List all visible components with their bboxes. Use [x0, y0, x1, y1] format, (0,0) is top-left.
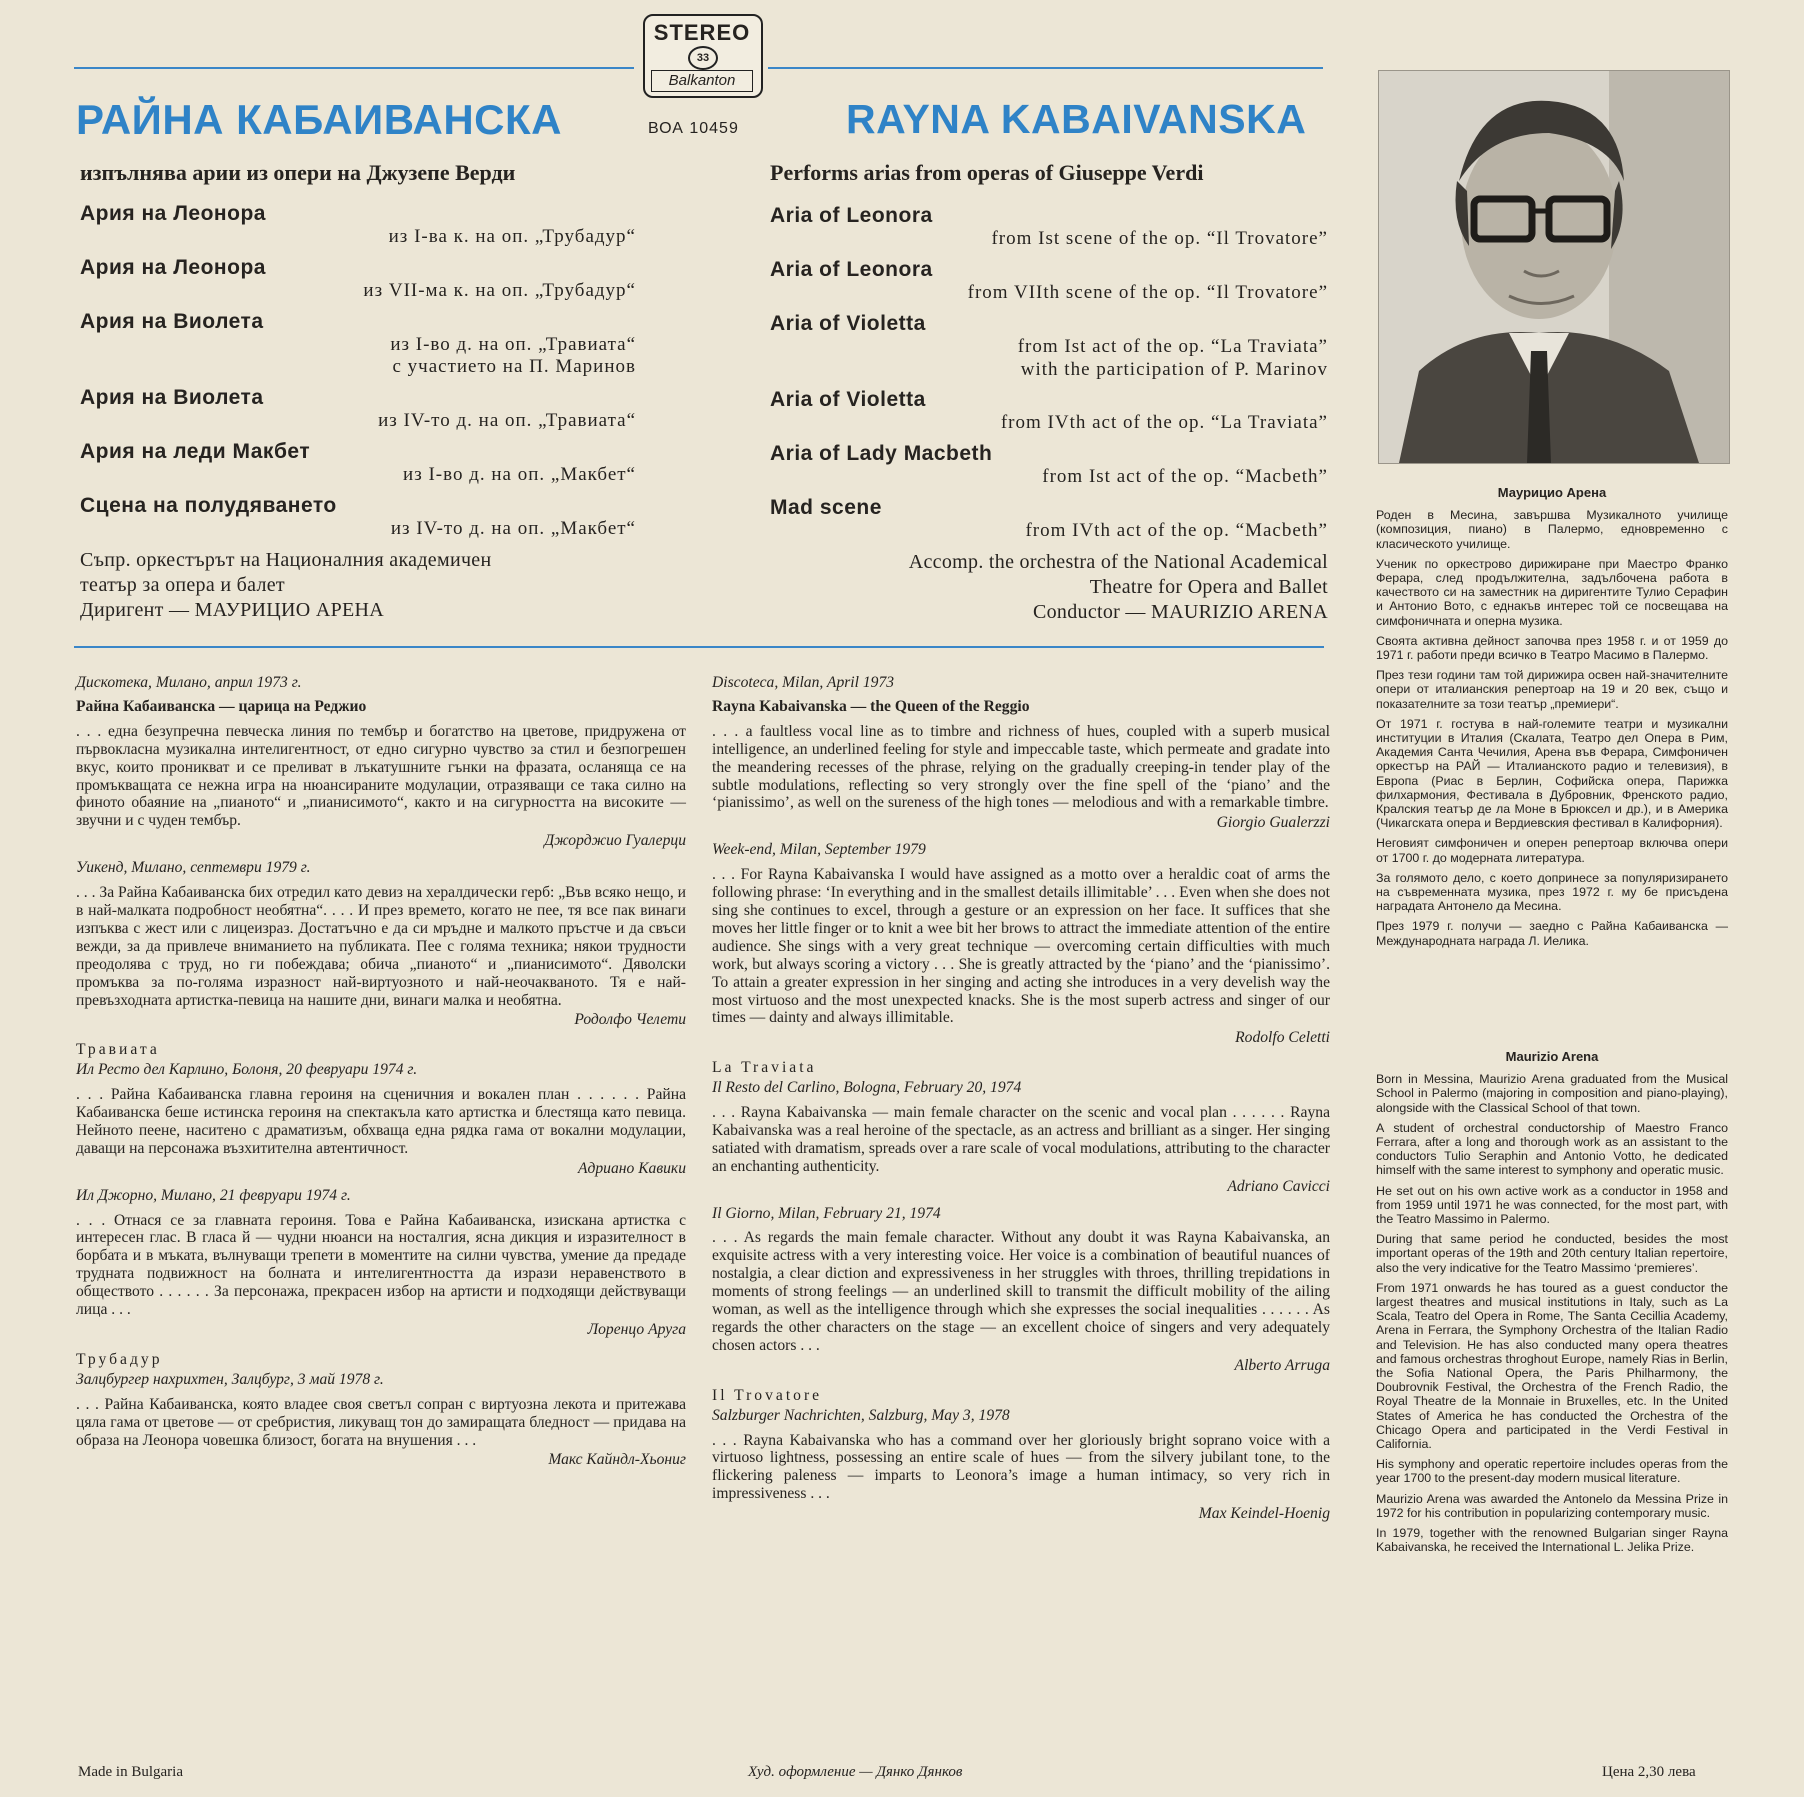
track-en-3-line-2: with the participation of P. Marinov — [1020, 359, 1328, 380]
review-bg-5-source: Залцбургер нахрихтен, Залцбург, 3 май 1978 г. — [76, 1370, 384, 1388]
top-rule-right — [768, 67, 1323, 69]
price-label: Цена 2,30 лева — [1602, 1764, 1696, 1780]
bio-bg — [1376, 486, 1728, 948]
review-en-4-author: Alberto Arruga — [1234, 1356, 1330, 1374]
track-bg-3-line-1: из I-во д. на оп. „Травиата“ — [390, 334, 636, 355]
track-bg-6-title: Сцена на полудяването — [80, 494, 337, 517]
review-bg-4-text: . . . Отнася се за главната героиня. Това е Райна Кабаиванска, изискана артистка с интересен глас. В гласа й — чудни нюанси на носталгия, ясна дикция и изразителност в борбата и в мъката, вълнуващи трепети в моментите на силни чувства, умение да предаде трудната подвижност на болната и интелигентността да изрази неравенството в обществото . . . . . . За персонажа, прекрасен избор на артисти и подходящи действуващи лица . . . — [76, 1211, 686, 1319]
section-en-traviata: La Traviata — [712, 1059, 817, 1077]
track-bg-2-title: Ария на Леонора — [80, 256, 266, 279]
bio-en-p7: Maurizio Arena was awarded the Antonelo da Messina Prize in 1972 for his contribution in popularizing contemporary music. — [1376, 1491, 1728, 1520]
credit-en-1: Accomp. the orchestra of the National Academical — [908, 551, 1328, 573]
review-en-1-author: Giorgio Gualerzzi — [1216, 814, 1330, 832]
review-bg-1-headline: Райна Кабаиванска — царица на Реджио — [76, 697, 367, 715]
review-bg-5-author: Макс Кайндл-Хьониг — [548, 1451, 686, 1469]
review-bg-1-text: . . . една безупречна певческа линия по тембър и богатство на цветове, придружена от първокласна музикална интелигентност, от едно сигурно чувство за стил и безпогрешен вкус, които проникват и се преливат в лъкатушните гънки на фразата, осланяща се на промъкващата се нежна игра на нюансираните модулации, отразяващи се така силно на финото обаяние на „пианото“ и „пианисимото“, както и на сигурността на високите — звучни и с чуден тембър. — [76, 722, 686, 830]
track-en-5-title: Aria of Lady Macbeth — [770, 442, 993, 465]
made-in-label: Made in Bulgaria — [78, 1764, 183, 1780]
bio-bg-p5: От 1971 г. гостува в най-големите театри и музикални институции в Италия (Скалата, Театро дел Опера в Рим, Академия Санта Чечилия, Арена във Ферара, Симфоничен оркестър на РАЙ — Италианското радио и телевизия), в Европа (Риас в Берлин, Софийска опера, Парижка филхармония, Фестивала в Дубровник, Френското радио, Кралския театър де ла Моне в Брюксел и др.), и в Америка (Чикагската опера и Вердиевския фестивал в Калифорния). — [1376, 716, 1728, 831]
review-bg-4-source: Ил Джорно, Милано, 21 февруари 1974 г. — [76, 1186, 351, 1204]
track-en-3-line-1: from Ist act of the op. “La Traviata” — [1017, 336, 1328, 357]
review-en-1-source: Discoteca, Milan, April 1973 — [712, 674, 895, 691]
track-en-2-title: Aria of Leonora — [770, 258, 933, 281]
bio-en-p2: A student of orchestral conductorship of Maestro Franco Ferrara, after a long and thorough work as an assistant to the conductors Tulio Seraphin and Antonio Votto, he dedicated himself with the same interest to symphony and operatic music. — [1376, 1120, 1728, 1178]
review-bg-5-text: . . . Райна Кабаиванска, която владее своя светъл сопран с виртуозна лекота и притежава цяла гама от цветове — от сребристия, ликуващ тон до замиращата бледност — придава на образа на Леонора човешка близост, богата на внушения . . . — [76, 1395, 686, 1449]
review-bg-1-author: Джорджио Гуалерци — [544, 832, 686, 850]
reviews-bg-column — [76, 674, 686, 1469]
track-bg-1-line: из I-ва к. на оп. „Трубадур“ — [388, 226, 636, 247]
bio-en-p4: During that same period he conducted, besides the most important operas of the 19th and 20th century Italian repertoire, also the very indicative for the Teatro Massimo ‘premieres’. — [1376, 1232, 1728, 1275]
review-en-5-source: Salzburger Nachrichten, Salzburg, May 3, 1978 — [712, 1406, 1010, 1424]
track-en-6-line: from IVth act of the op. “Macbeth” — [1025, 520, 1328, 541]
track-bg-2-line: из VII-ма к. на оп. „Трубадур“ — [363, 280, 636, 301]
track-en-1-line: from Ist scene of the op. “Il Trovatore” — [991, 228, 1328, 249]
subtitle-bg: изпълнява арии из опери на Джузепе Верди — [80, 160, 516, 185]
review-en-3-text: . . . Rayna Kabaivanska — main female character on the scenic and vocal plan . . . . . . Rayna Kabaivanska was a real heroine of the spectacle, as an actress and brilliant as a singer. Her singing satiated with dramatism, spreads over a rare scale of vocal modulations, attributing to the character an enchanting authenticity. — [712, 1104, 1330, 1175]
credit-bg-2: театър за опера и балет — [80, 574, 285, 596]
bio-en-p8: In 1979, together with the renowned Bulgarian singer Rayna Kabaivanska, he received the International L. Jelika Prize. — [1376, 1526, 1728, 1555]
bio-bg-p6: Неговият симфоничен и оперен репертоар включва опери от 1700 г. до модерната литература. — [1376, 836, 1728, 865]
credits-en — [760, 550, 1328, 625]
rpm-emblem: 33 — [688, 46, 718, 70]
credit-en-2: Theatre for Opera and Ballet — [1089, 576, 1328, 598]
track-bg-5-title: Ария на леди Макбет — [80, 440, 311, 463]
bio-en-p3: He set out on his own active work as a conductor in 1958 and from 1959 until 1971 he was connected, for the most part, with the Teatro Massimo in Palermo. — [1376, 1183, 1728, 1227]
section-bg-trovatore: Трубадур — [76, 1350, 163, 1368]
review-en-1-headline: Rayna Kabaivanska — the Queen of the Reggio — [712, 697, 1030, 715]
bio-bg-p2: Ученик по оркестрово дирижиране при Маестро Франко Ферара, след продължителна, задълбочена работа в качеството си на заместник на диригентите Тулио Серафин и Антонио Вото, с еднакъв интерес той се посвещава на симфоничната и оперна музика. — [1376, 556, 1728, 628]
credits-bg — [80, 548, 640, 623]
bio-bg-title: Маурицио Арена — [1497, 485, 1607, 500]
track-en-2-line: from VIIth scene of the op. “Il Trovatore” — [967, 282, 1328, 303]
track-en-3-title: Aria of Violetta — [770, 312, 926, 335]
credit-bg-3: Диригент — МАУРИЦИО АРЕНА — [80, 599, 385, 621]
review-bg-2-source: Уикенд, Милано, септември 1979 г. — [76, 859, 311, 877]
bio-bg-p7: За голямото дело, с което допринесе за популяризирането на съвременната музика, през 1972 г. му бе присъдена наградата Антонело да Месина. — [1376, 870, 1728, 914]
review-bg-4-author: Лоренцо Аруга — [587, 1321, 686, 1338]
mid-rule — [74, 646, 1324, 648]
bio-en-p5: From 1971 onwards he has toured as a guest conductor the largest theatres and musical institutions in Italy, such as La Scala, Teatro del Opera in Rome, The Santa Cecillia Academy, Arena in Ferrara, the Symphony Orchestra of the Italian Radio and Television. He has also conducted many opera theatres and famous orchestras throghout Europe, namely Rias in Berlin, the Sofia National Opera, the Paris Philharmony, the Doubrovnik Festival, the Orchestra of the French Radio, the Royal Theatre de la Monnaie in Bruxelles, etc. In the United States of America he has conducted the Orchestra of the Chicago Opera and participated in the Verdi Festival in California. — [1376, 1280, 1728, 1452]
catalog-number: ВОА 10459 — [648, 120, 739, 137]
title-en: RAYNA KABAIVANSKA — [846, 96, 1307, 142]
review-bg-3-source: Ил Ресто дел Карлино, Болоня, 20 февруари 1974 г. — [76, 1061, 418, 1079]
credit-bg-1: Съпр. оркестърът на Националния академичен — [80, 549, 492, 571]
stereo-balkanton-logo — [643, 14, 763, 98]
portrait-image — [1379, 71, 1729, 463]
balkanton-logo-text: Balkanton — [651, 70, 753, 92]
review-en-1-text: . . . a faultless vocal line as to timbre and richness of hues, coupled with a superb musical intelligence, an underlined feeling for style and impeccable taste, which permeate and gradate into the meandering recesses of the phrase, relying on the gradually creeping-in tender play of the subtle modulations, reflecting so very strongly over the fine spell of the ‘piano’ and the ‘pianissimo’, as well on the sureness of the high tones — melodious and with a remarkable timbre. — [712, 722, 1330, 812]
credit-en-3: Conductor — MAURIZIO ARENA — [1032, 601, 1328, 623]
design-credit: Худ. оформление — Дянко Дянков — [748, 1764, 963, 1780]
review-en-3-source: Il Resto del Carlino, Bologna, February 20, 1974 — [712, 1079, 1022, 1097]
review-en-2-author: Rodolfo Celetti — [1235, 1029, 1330, 1047]
track-bg-1-title: Ария на Леонора — [80, 202, 266, 225]
track-bg-4-title: Ария на Виолета — [80, 386, 264, 409]
track-bg-3-line-2: с участието на П. Маринов — [392, 356, 636, 377]
subtitle-en: Performs arias from operas of Giuseppe Verdi — [770, 160, 1204, 185]
review-en-4-source: Il Giorno, Milan, February 21, 1974 — [712, 1204, 941, 1222]
track-bg-4-line: из IV-то д. на оп. „Травиата“ — [378, 410, 636, 431]
section-bg-traviata: Травиата — [76, 1041, 160, 1059]
bio-en-title: Maurizio Arena — [1505, 1049, 1599, 1064]
bio-bg-p1: Роден в Месина, завършва Музикалното училище (композиция, пиано) в Палермо, едновременно с класическото училище. — [1376, 508, 1728, 551]
review-bg-2-text: . . . За Райна Кабаиванска бих отредил като девиз на хералдически герб: „Във всяко нещо, и в най-малката подробност необятна“. . . . И през времето, когато не пее, тя все пак винаги изпъква с жест или с лицеизраз. Достатъчно е да си мръдне и малкото пръстче и да свъси вежди, за да привлече вниманието на публиката. Пее с голяма техника; някои трудности преодолява с труд, но ги побеждава; обича „пианото“ и „пианисимото“. Дяволски промъква за по-голяма изразност най-виртуозното и най-неочакваното. Тя е най-превъзходната артистка-певица на нашите дни, винаги малка и необятна. — [76, 884, 686, 1009]
track-bg-6-line: из IV-то д. на оп. „Макбет“ — [390, 518, 636, 539]
bio-en-p1: Born in Messina, Maurizio Arena graduated from the Musical School in Palermo (majoring in composition and piano-playing), alongside with the Classical School of that town. — [1376, 1072, 1728, 1115]
review-en-5-text: . . . Rayna Kabaivanska who has a command over her gloriously bright soprano voice with a virtuoso lightness, possessing an entire scale of hues — from the silvery jubilant tone, to the flickering paleness — imparts to Leonora’s image a human intimacy, so very rich in impressiveness . . . — [712, 1431, 1330, 1503]
bio-en-p6: His symphony and operatic repertoire includes operas from the year 1700 to the present-day modern musical literature. — [1376, 1457, 1728, 1486]
bio-bg-p4: През тези години там той дирижира освен най-значителните опери от италианския репертоар на 19 и 20 век, също и показателните за този театър „премиери“. — [1376, 668, 1728, 711]
track-en-5-line: from Ist act of the op. “Macbeth” — [1042, 466, 1328, 487]
bio-en — [1376, 1050, 1728, 1555]
track-en-1-title: Aria of Leonora — [770, 204, 933, 227]
track-en-4-line: from IVth act of the op. “La Traviata” — [1000, 412, 1328, 433]
review-bg-2-author: Родолфо Челети — [574, 1011, 686, 1029]
bio-bg-p3: Своята активна дейност започва през 1958 г. и от 1959 до 1971 г. работи преди всичко в Театро Масимо в Палермо. — [1376, 633, 1728, 663]
track-bg-3-title: Ария на Виолета — [80, 310, 264, 333]
review-bg-1-source: Дискотека, Милано, април 1973 г. — [76, 674, 302, 691]
bio-bg-p8: През 1979 г. получи — заедно с Райна Кабаиванска — Международната награда Л. Иелика. — [1376, 919, 1728, 948]
title-bg: РАЙНА КАБАИВАНСКА — [76, 96, 562, 143]
review-en-5-author: Max Keindel-Hoenig — [1198, 1505, 1330, 1523]
track-en-6-title: Mad scene — [770, 496, 882, 519]
review-bg-3-text: . . . Райна Кабаиванска главна героиня на сценичния и вокален план . . . . . . Райна Кабаиванска беше истинска героиня на спектакъла като артистка и блестяща като певица. Нейното пеене, наситено с драматизъм, обхваща една рядка гама от вокални модулации, даващи на персонажа възхитителна автентичност. — [76, 1086, 686, 1157]
top-rule-left — [74, 67, 634, 69]
track-en-4-title: Aria of Violetta — [770, 388, 926, 411]
review-en-2-source: Week-end, Milan, September 1979 — [712, 841, 926, 859]
review-bg-3-author: Адриано Кавики — [577, 1159, 686, 1177]
section-en-trovatore: Il Trovatore — [712, 1386, 823, 1404]
track-bg-5-line: из I-во д. на оп. „Макбет“ — [403, 464, 636, 485]
conductor-portrait-photo — [1378, 70, 1730, 464]
review-en-3-author: Adriano Cavicci — [1227, 1177, 1330, 1195]
reviews-en-column — [712, 674, 1330, 1523]
review-en-4-text: . . . As regards the main female character. Without any doubt it was Rayna Kabaivanska, an exquisite actress with a very interesting voice. Her voice is a combination of beautiful nuances of nostalgia, a clear diction and expressiveness in her struggles with throes, thrilling trepidations in moments of strong feelings — an underlined skill to transmit the difficult mobility of the ailing woman, as well as the intelligence through which she expresses the social inequalities . . . . . . As regards the other characters on the stage — an excellent choice of singers and very adequately chosen actors . . . — [712, 1229, 1330, 1354]
stereo-logo-text: STEREO — [653, 20, 751, 45]
review-en-2-text: . . . For Rayna Kabaivanska I would have assigned as a motto over a heraldic coat of arms the following phrase: ‘In everything and in the smallest details illimitable’ . . . Even when she does not sing she continues to excel, through a gesture or an expression on her face. It suffices that she moves her little finger or to knit a wee bit her brows to attract the immediate attention of the entire audience. She sings with a very great technique — overcoming certain difficulties with much work, but always scoring a victory . . . She is greatly attracted by the ‘piano’ and the ‘pianissimo’. To attain a greater expression in her singing and acting she introduces in a very develish way the most virtuoso and the most unexpected knacks. She is the most superb actress and singer of our times — dainty and always illimitable. — [712, 866, 1330, 1027]
